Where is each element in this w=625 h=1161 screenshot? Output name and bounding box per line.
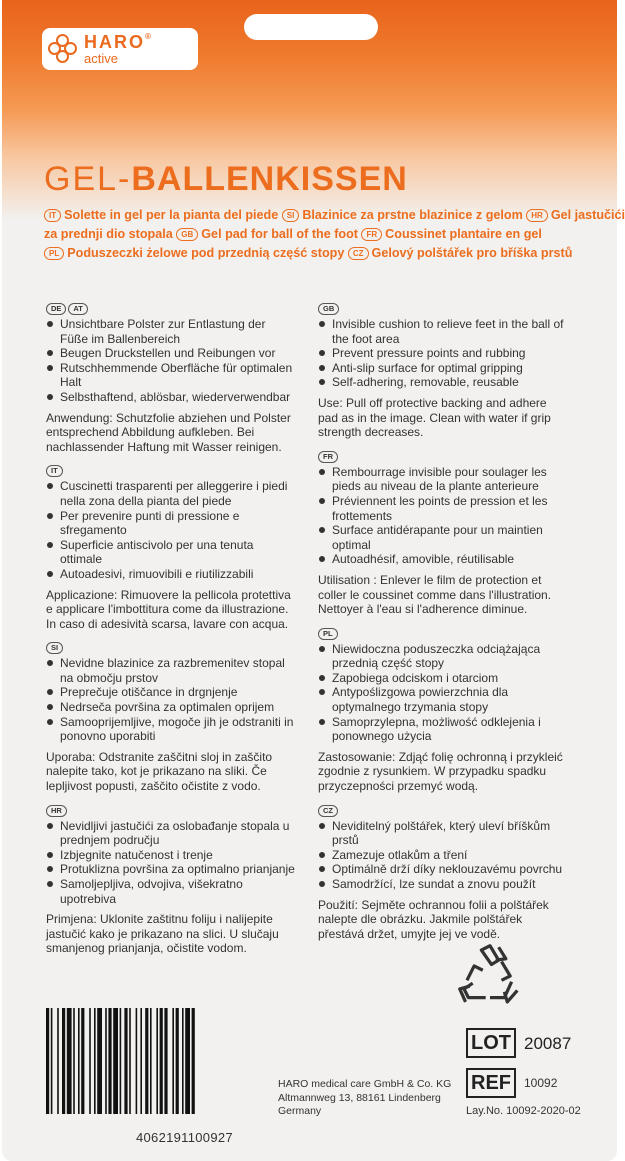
title-part2: BALLENKISSEN	[131, 160, 408, 198]
feature-item: Préviennent les points de pression et les frottements	[318, 494, 568, 523]
feature-list	[318, 465, 568, 567]
feature-item: Nedrseča površina za optimalen oprijem	[46, 700, 296, 715]
feature-item: Samoljepljiva, odvojiva, višekratno upotrebiva	[46, 877, 296, 906]
feature-item: Nevidne blazinice za razbremenitev stopal na območju prstov	[46, 656, 296, 685]
usage-instructions: Použití: Sejměte ochrannou folii a polštářek nalepte dle obrázku. Jakmile polštářek přestává držet, umyjte jej ve vodě.	[318, 897, 549, 941]
language-badges	[318, 448, 568, 461]
barcode-bar	[113, 1008, 118, 1114]
barcode-bar	[136, 1008, 138, 1114]
multilingual-subtitles	[44, 206, 625, 263]
feature-item: Protuklizna površina za optimalno prianjanje	[46, 862, 296, 877]
product-title	[44, 160, 408, 199]
subtitle-text: Solette in gel per la pianta del piede	[64, 208, 279, 222]
recycle-icon	[454, 940, 526, 1012]
barcode-bar	[164, 1008, 167, 1114]
feature-item: Per prevenire punti di pressione e sfregamento	[46, 509, 296, 538]
ref-value: 10092	[524, 1076, 558, 1090]
language-badges	[46, 802, 296, 815]
feature-item: Niewidoczna poduszeczka odciążająca przednią część stopy	[318, 642, 568, 671]
title-part1: GEL-	[44, 160, 132, 198]
feature-item: Superficie antiscivolo per una tenuta ottimale	[46, 538, 296, 567]
language-badges	[46, 639, 296, 652]
language-badges	[46, 462, 296, 475]
barcode-bar	[94, 1008, 96, 1114]
barcode-bar	[73, 1008, 75, 1114]
feature-item: Anti-slip surface for optimal gripping	[318, 361, 568, 376]
language-badge: HR	[526, 209, 548, 222]
feature-item: Self-adhering, removable, reusable	[318, 375, 568, 390]
barcode-bar	[108, 1008, 111, 1114]
subtitle-text: Poduszeczki żelowe pod przednią część stopy	[67, 246, 345, 260]
subtitle-text: Gelový polštářek pro bříška prstů	[371, 246, 573, 260]
barcode-bar	[160, 1008, 163, 1114]
subtitle-text: za prednji dio stopala	[44, 227, 173, 241]
feature-item: Neviditelný polštářek, který uleví bříškům prstů	[318, 819, 568, 848]
lot-value: 20087	[524, 1034, 572, 1053]
ref-label: REF	[466, 1068, 516, 1098]
barcode	[46, 1008, 268, 1114]
language-badge: CZ	[348, 247, 369, 260]
language-badge: IT	[46, 465, 63, 477]
language-badge: DE	[46, 303, 66, 315]
subtitle-text: Gel pad for ball of the foot	[201, 227, 358, 241]
feature-list	[318, 317, 568, 390]
language-badge: SI	[46, 642, 63, 654]
company-line: Germany	[278, 1105, 322, 1117]
feature-list	[46, 317, 296, 405]
feature-item: Samodržící, lze sundat a znovu použít	[318, 877, 568, 892]
subtitle-row	[44, 206, 625, 225]
feature-item: Selbsthaftend, ablösbar, wiederverwendbar	[46, 390, 296, 405]
subtitle-row	[44, 225, 584, 244]
usage-instructions: Zastosowanie: Zdjąć folię ochronną i przykleić zgodnie z rysunkiem. W przypadku spadku przyczepności przemyć wodą.	[318, 749, 563, 794]
usage-instructions: Use: Pull off protective backing and adhere pad as in the image. Clean with water if grip strength decreases.	[318, 395, 551, 440]
barcode-bar	[140, 1008, 142, 1114]
barcode-bar	[185, 1008, 190, 1114]
feature-item: Rembourrage invisible pour soulager les pieds au niveau de la plante anterieure	[318, 465, 568, 494]
language-section	[318, 625, 568, 794]
language-section	[318, 448, 568, 617]
feature-item: Nevidljivi jastučići za oslobađanje stopala u prednjem području	[46, 819, 296, 848]
usage-instructions: Applicazione: Rimuovere la pellicola protettiva e applicare l'imbottitura come da illustrazione. In caso di adesività scarsa, lavare con acqua.	[46, 587, 291, 631]
barcode-bar	[156, 1008, 158, 1114]
feature-item: Autoadhésif, amovible, réutilisable	[318, 552, 568, 567]
package-card	[2, 0, 625, 1161]
feature-list	[318, 642, 568, 744]
left-column	[46, 300, 296, 964]
brand-registered: ®	[145, 32, 153, 41]
subtitle-text: Blazinice za prstne blazinice z gelom	[302, 208, 523, 222]
language-badge: SI	[282, 209, 300, 222]
feature-item: Samooprijemljive, mogoče jih je odstraniti in ponovno uporabiti	[46, 715, 296, 744]
language-section	[46, 300, 296, 454]
subtitle-text: Coussinet plantaire en gel	[385, 227, 542, 241]
feature-item: Beugen Druckstellen und Reibungen vor	[46, 346, 296, 361]
brand-name: HARO	[84, 32, 145, 52]
barcode-bar	[192, 1008, 195, 1114]
feature-item: Invisible cushion to relieve feet in the ball of the foot area	[318, 317, 568, 346]
barcode-bar	[78, 1008, 80, 1114]
feature-list	[46, 819, 296, 907]
language-badges	[318, 802, 568, 815]
language-badge: CZ	[318, 805, 338, 817]
language-badge: GB	[318, 303, 339, 315]
feature-item: Autoadesivi, rimuovibili e riutilizzabili	[46, 567, 296, 582]
usage-instructions: Utilisation : Enlever le film de protection et coller le coussinet comme dans l'illustration. Nettoyer à l'eau si l'adherence diminue.	[318, 572, 552, 617]
barcode-bar	[129, 1008, 131, 1114]
language-badge: PL	[318, 628, 338, 640]
language-badge: FR	[361, 228, 382, 241]
feature-list	[46, 479, 296, 581]
barcode-bar	[67, 1008, 72, 1114]
company-line: HARO medical care GmbH & Co. KG	[278, 1078, 452, 1090]
feature-item: Cuscinetti trasparenti per alleggerire i piedi nella zona della pianta del piede	[46, 479, 296, 508]
barcode-bar	[172, 1008, 174, 1114]
feature-list	[318, 819, 568, 892]
feature-item: Optimálně drží díky neklouzavému povrchu	[318, 862, 568, 877]
feature-list	[46, 656, 296, 744]
logo-mark-icon	[48, 34, 78, 64]
subtitle-text: Gel jastučići	[550, 208, 625, 222]
usage-instructions: Anwendung: Schutzfolie abziehen und Polster entsprechend Abbildung aufkleben. Bei nachlassender Haftung mit Wasser reinigen.	[46, 410, 291, 454]
brand-logo	[42, 28, 198, 70]
barcode-bar	[105, 1008, 107, 1114]
barcode-bar	[120, 1008, 122, 1114]
feature-item: Izbjegnite natučenost i trenje	[46, 848, 296, 863]
barcode-bar	[124, 1008, 127, 1114]
feature-item: Unsichtbare Polster zur Entlastung der Füße im Ballenbereich	[46, 317, 296, 346]
barcode-bar	[182, 1008, 184, 1114]
barcode-bar	[81, 1008, 84, 1114]
language-badge: IT	[44, 209, 61, 222]
feature-item: Preprečuje otiščance in drgnjenje	[46, 685, 296, 700]
feature-item: Zamezuje otlakům a tření	[318, 848, 568, 863]
barcode-bar	[97, 1008, 102, 1114]
language-badges	[318, 625, 568, 638]
language-badge: HR	[46, 805, 67, 817]
language-section	[46, 802, 296, 956]
barcode-bar	[62, 1008, 65, 1114]
feature-item: Rutschhemmende Oberfläche für optimalen Halt	[46, 361, 296, 390]
barcode-bar	[176, 1008, 179, 1114]
usage-instructions: Primjena: Uklonite zaštitnu foliju i nalijepite jastučić kako je prikazano na slici. U slučaju smanjenog prianjanja, očistite vodom.	[46, 912, 279, 956]
company-line: Altmannweg 13, 88161 Lindenberg	[278, 1091, 441, 1104]
barcode-bar	[150, 1008, 152, 1114]
brand-sub: active	[84, 51, 118, 66]
language-badges	[318, 300, 568, 313]
feature-item: Zapobiega odciskom i otarciom	[318, 671, 568, 686]
right-column	[318, 300, 568, 949]
barcode-bar	[89, 1008, 91, 1114]
barcode-bar	[46, 1008, 49, 1114]
language-badge: GB	[176, 228, 198, 241]
language-section	[318, 300, 568, 440]
feature-item: Prevent pressure points and rubbing	[318, 346, 568, 361]
usage-instructions: Uporaba: Odstranite zaščitni sloj in zaščito nalepite tako, kot je prikazano na sliki. Če lepljivost popusti, zaščito očistite z vodo.	[46, 749, 273, 794]
feature-item: Antypoślizgowa powierzchnia dla optymalnego trzymania stopy	[318, 685, 568, 714]
feature-item: Samoprzylepna, możliwość odklejenia i ponownego użycia	[318, 715, 568, 744]
language-section	[46, 639, 296, 793]
lay-number: Lay.No. 10092-2020-02	[466, 1105, 581, 1117]
feature-item: Surface antidérapante pour un maintien optimal	[318, 523, 568, 552]
subtitle-row	[44, 244, 584, 263]
language-section	[46, 462, 296, 631]
barcode-bar	[145, 1008, 148, 1114]
language-badge: FR	[318, 451, 338, 463]
barcode-bar	[57, 1008, 59, 1114]
barcode-number: 4062191100927	[136, 1130, 233, 1145]
company-address	[278, 1078, 458, 1119]
language-badges	[46, 300, 296, 313]
language-section	[318, 802, 568, 942]
barcode-bar	[51, 1008, 53, 1114]
language-badge: AT	[68, 303, 87, 315]
lot-label: LOT	[466, 1028, 516, 1058]
hang-slot	[244, 14, 378, 40]
language-badge: PL	[44, 247, 64, 260]
